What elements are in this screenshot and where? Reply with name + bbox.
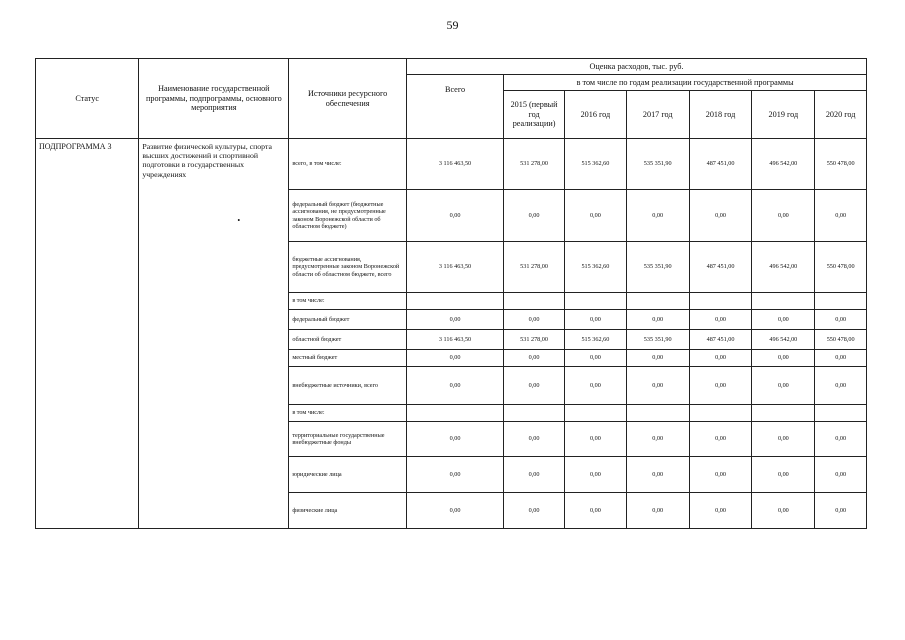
value-year: 0,00 [626, 190, 689, 242]
value-year: 0,00 [815, 493, 867, 529]
value-total: 0,00 [406, 493, 503, 529]
source-label: в том числе: [289, 405, 407, 422]
value-year: 0,00 [752, 457, 815, 493]
value-year [564, 405, 626, 422]
header-name: Наименование государственной программы, подпрограммы, основного мероприятия [139, 59, 289, 139]
value-year: 496 542,00 [752, 242, 815, 293]
value-total: 3 116 463,50 [406, 139, 503, 190]
value-year: 0,00 [504, 310, 565, 330]
header-sources: Источники ресурсного обеспечения [289, 59, 407, 139]
value-year: 0,00 [504, 457, 565, 493]
value-year: 0,00 [626, 367, 689, 405]
value-year: 0,00 [504, 367, 565, 405]
value-year: 535 351,90 [626, 242, 689, 293]
value-year: 0,00 [689, 190, 752, 242]
value-total [406, 293, 503, 310]
table-row [36, 139, 867, 190]
value-year: 515 362,60 [564, 242, 626, 293]
header-status: Статус [36, 59, 139, 139]
value-year [564, 293, 626, 310]
value-year: 0,00 [504, 493, 565, 529]
value-year: 0,00 [815, 190, 867, 242]
source-label: федеральный бюджет (бюджетные ассигнования, не предусмотренные законом Воронежской области об областном бюджете) [289, 190, 407, 242]
value-year: 0,00 [626, 457, 689, 493]
value-year: 0,00 [504, 350, 565, 367]
subprogram-name-cell [139, 139, 289, 529]
page-number: 59 [446, 18, 459, 32]
value-year: 0,00 [815, 367, 867, 405]
header-year-2: 2017 год [626, 91, 689, 139]
value-year [626, 293, 689, 310]
value-total: 0,00 [406, 350, 503, 367]
value-year: 496 542,00 [752, 139, 815, 190]
value-total: 0,00 [406, 457, 503, 493]
value-year: 0,00 [626, 422, 689, 457]
value-year: 0,00 [564, 457, 626, 493]
value-year: 515 362,60 [564, 330, 626, 350]
value-year [626, 405, 689, 422]
header-year-4: 2019 год [752, 91, 815, 139]
value-year: 0,00 [689, 457, 752, 493]
header-year-1: 2016 год [564, 91, 626, 139]
source-label: юридические лица [289, 457, 407, 493]
value-year [815, 293, 867, 310]
value-year: 0,00 [689, 422, 752, 457]
value-year: 0,00 [564, 367, 626, 405]
value-total: 3 116 463,50 [406, 242, 503, 293]
value-year: 0,00 [752, 350, 815, 367]
value-year [689, 293, 752, 310]
header-year-5: 2020 год [815, 91, 867, 139]
value-year: 487 451,00 [689, 242, 752, 293]
value-year: 0,00 [626, 493, 689, 529]
budget-table [35, 58, 867, 529]
value-year: 0,00 [689, 350, 752, 367]
value-year: 0,00 [815, 457, 867, 493]
value-year: 0,00 [564, 310, 626, 330]
value-year: 0,00 [564, 422, 626, 457]
value-year: 0,00 [752, 190, 815, 242]
value-year: 535 351,90 [626, 139, 689, 190]
value-year: 0,00 [504, 190, 565, 242]
value-year: 531 278,00 [504, 330, 565, 350]
source-label: физические лица [289, 493, 407, 529]
value-year: 0,00 [815, 310, 867, 330]
value-year: 535 351,90 [626, 330, 689, 350]
source-label: местный бюджет [289, 350, 407, 367]
header-by-years: в том числе по годам реализации государственной программы [504, 75, 867, 91]
value-year [504, 405, 565, 422]
value-year: 0,00 [626, 350, 689, 367]
value-year: 0,00 [752, 367, 815, 405]
value-year: 0,00 [752, 493, 815, 529]
value-year: 0,00 [689, 310, 752, 330]
value-year: 0,00 [564, 493, 626, 529]
value-total: 0,00 [406, 422, 503, 457]
value-year: 515 362,60 [564, 139, 626, 190]
value-total: 3 116 463,50 [406, 330, 503, 350]
value-year: 487 451,00 [689, 139, 752, 190]
header-estimate: Оценка расходов, тыс. руб. [406, 59, 866, 75]
subprogram-name: Развитие физической культуры, спорта высших достижений и спортивной подготовки в государственных учреждениях [142, 142, 272, 179]
value-year [815, 405, 867, 422]
source-label: всего, в том числе: [289, 139, 407, 190]
source-label: областной бюджет [289, 330, 407, 350]
header-year-3: 2018 год [689, 91, 752, 139]
header-year-0: 2015 (первый год реализации) [504, 91, 565, 139]
value-year: 496 542,00 [752, 330, 815, 350]
source-label: федеральный бюджет [289, 310, 407, 330]
value-total: 0,00 [406, 367, 503, 405]
value-total [406, 405, 503, 422]
value-year: 550 478,00 [815, 242, 867, 293]
value-year: 0,00 [752, 310, 815, 330]
header-row-1 [36, 59, 867, 75]
source-label: бюджетные ассигнования, предусмотренные законом Воронежской области об областном бюджете, всего [289, 242, 407, 293]
value-year: 531 278,00 [504, 242, 565, 293]
value-year: 0,00 [689, 493, 752, 529]
value-year [504, 293, 565, 310]
value-year: 0,00 [564, 350, 626, 367]
value-year: 0,00 [564, 190, 626, 242]
subprogram-status: ПОДПРОГРАММА 3 [36, 139, 139, 529]
value-year: 0,00 [815, 350, 867, 367]
value-year: 0,00 [815, 422, 867, 457]
source-label: внебюджетные источники, всего [289, 367, 407, 405]
value-year: 0,00 [504, 422, 565, 457]
value-year [752, 405, 815, 422]
value-year: 487 451,00 [689, 330, 752, 350]
value-year: 531 278,00 [504, 139, 565, 190]
value-total: 0,00 [406, 190, 503, 242]
value-year [689, 405, 752, 422]
source-label: в том числе: [289, 293, 407, 310]
source-label: территориальные государственные внебюджетные фонды [289, 422, 407, 457]
value-year [752, 293, 815, 310]
bullet-mark: • [237, 216, 241, 225]
value-year: 550 478,00 [815, 139, 867, 190]
value-year: 0,00 [689, 367, 752, 405]
value-year: 0,00 [626, 310, 689, 330]
value-year: 0,00 [752, 422, 815, 457]
header-total: Всего [406, 75, 503, 139]
value-year: 550 478,00 [815, 330, 867, 350]
value-total: 0,00 [406, 310, 503, 330]
